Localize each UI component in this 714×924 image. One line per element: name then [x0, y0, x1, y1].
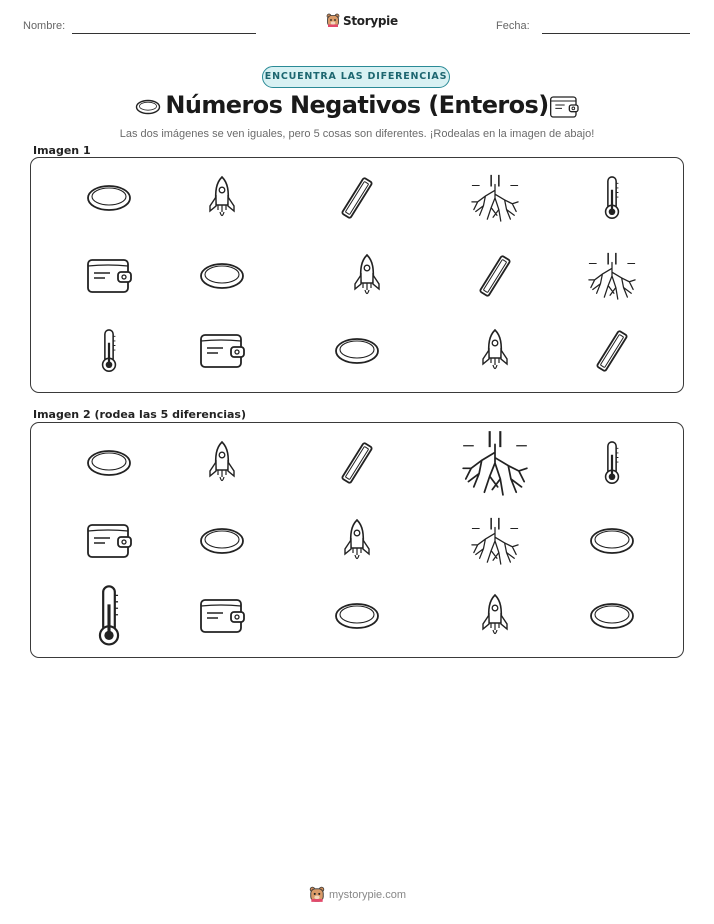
brand-logo	[326, 13, 398, 28]
bear-mascot-icon	[309, 886, 325, 903]
wallet-icon	[199, 332, 245, 370]
wallet-icon[interactable]	[199, 597, 245, 635]
rocket-icon	[207, 175, 237, 221]
footer	[309, 886, 406, 903]
coin-icon	[86, 183, 132, 213]
roots-icon[interactable]	[461, 429, 530, 498]
thermometer-icon	[601, 174, 623, 222]
rocket-icon[interactable]	[342, 518, 372, 564]
rocket-icon[interactable]	[480, 593, 510, 639]
date-field[interactable]	[542, 33, 690, 34]
coin-icon	[199, 261, 245, 291]
coin-icon[interactable]	[199, 526, 245, 556]
wallet-icon[interactable]	[86, 522, 132, 560]
name-field[interactable]	[72, 33, 256, 34]
coin-icon[interactable]	[589, 526, 635, 556]
image1-panel	[30, 157, 684, 393]
footer-url: mystorypie.com	[329, 888, 407, 901]
bar-icon[interactable]	[340, 440, 374, 486]
instructions: Las dos imágenes se ven iguales, pero 5 cosas son diferentes. ¡Rodealas en la imagen de abajo!	[119, 128, 595, 140]
thermometer-icon	[98, 327, 120, 375]
thermometer-icon[interactable]	[601, 439, 623, 487]
coin-icon	[334, 336, 380, 366]
rocket-icon	[480, 328, 510, 374]
coin-icon[interactable]	[589, 601, 635, 631]
rocket-icon[interactable]	[207, 440, 237, 486]
bear-mascot-icon	[326, 13, 340, 28]
rocket-icon	[352, 253, 382, 299]
wallet-icon	[549, 95, 579, 119]
brand-name: Storypie	[343, 13, 398, 28]
thermometer-icon[interactable]	[94, 583, 125, 650]
bar-icon	[340, 175, 374, 221]
name-label: Nombre:	[23, 20, 66, 32]
page-title: Números Negativos (Enteros)	[165, 91, 549, 119]
coin-icon[interactable]	[86, 448, 132, 478]
wallet-icon	[86, 257, 132, 295]
activity-badge: ENCUENTRA LAS DIFERENCIAS	[262, 66, 450, 88]
coin-icon[interactable]	[334, 601, 380, 631]
roots-icon	[470, 173, 520, 223]
date-label: Fecha:	[496, 20, 530, 32]
image2-panel[interactable]	[30, 422, 684, 658]
bar-icon	[595, 328, 629, 374]
roots-icon[interactable]	[470, 516, 520, 566]
bar-icon	[478, 253, 512, 299]
image1-label: Imagen 1	[33, 144, 91, 157]
roots-icon	[587, 251, 637, 301]
image2-label: Imagen 2 (rodea las 5 diferencias)	[33, 408, 247, 421]
